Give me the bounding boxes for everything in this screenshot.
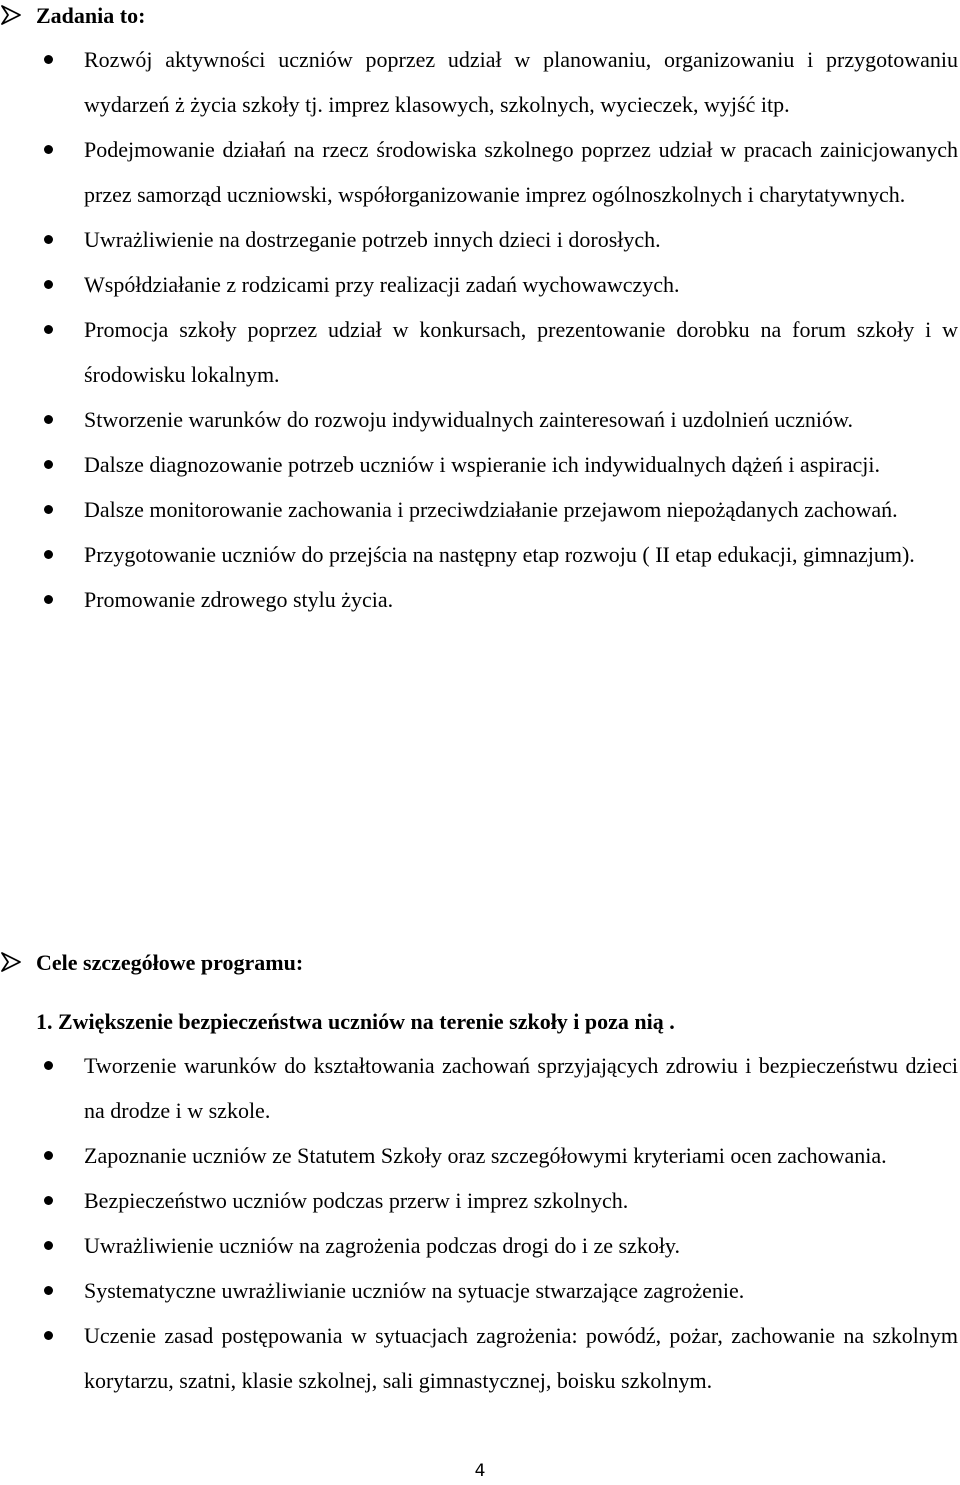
objective-subheading: 1. Zwiększenie bezpieczeństwa uczniów na terenie szkoły i poza nią . bbox=[36, 1009, 675, 1034]
round-bullet-icon bbox=[44, 595, 53, 604]
arrowhead-bullet-icon bbox=[0, 951, 36, 973]
list-item: Zapoznanie uczniów ze Statutem Szkoły oraz szczegółowymi kryteriami ocen zachowania. bbox=[0, 1133, 960, 1178]
list-item: Dalsze monitorowanie zachowania i przeciwdziałanie przejawom niepożądanych zachowań. bbox=[0, 487, 960, 532]
round-bullet-icon bbox=[44, 1196, 53, 1205]
round-bullet-icon bbox=[44, 55, 53, 64]
objectives-list bbox=[0, 1043, 960, 1403]
list-item: Stworzenie warunków do rozwoju indywidualnych zainteresowań i uzdolnień uczniów. bbox=[0, 397, 960, 442]
section-heading-tasks bbox=[0, 2, 145, 30]
list-item: Uwrażliwienie uczniów na zagrożenia podczas drogi do i ze szkoły. bbox=[0, 1223, 960, 1268]
list-item: Uwrażliwienie na dostrzeganie potrzeb innych dzieci i dorosłych. bbox=[0, 217, 960, 262]
list-item: Przygotowanie uczniów do przejścia na następny etap rozwoju ( II etap edukacji, gimnazjum). bbox=[0, 532, 960, 577]
round-bullet-icon bbox=[44, 235, 53, 244]
round-bullet-icon bbox=[44, 325, 53, 334]
list-item: Dalsze diagnozowanie potrzeb uczniów i wspieranie ich indywidualnych dążeń i aspiracji. bbox=[0, 442, 960, 487]
page-number: 4 bbox=[474, 1461, 486, 1481]
section-heading-objectives bbox=[0, 949, 303, 977]
round-bullet-icon bbox=[44, 1331, 53, 1340]
round-bullet-icon bbox=[44, 1286, 53, 1295]
round-bullet-icon bbox=[44, 1061, 53, 1070]
list-item: Tworzenie warunków do kształtowania zachowań sprzyjających zdrowiu i bezpieczeństwu dzieci na drodze i w szkole. bbox=[0, 1043, 960, 1133]
round-bullet-icon bbox=[44, 1151, 53, 1160]
round-bullet-icon bbox=[44, 505, 53, 514]
list-item: Promocja szkoły poprzez udział w konkursach, prezentowanie dorobku na forum szkoły i w środowisku lokalnym. bbox=[0, 307, 960, 397]
list-item: Podejmowanie działań na rzecz środowiska szkolnego poprzez udział w pracach zainicjowanych przez samorząd uczniowski, współorganizowanie imprez ogólnoszkolnych i charytatywnych. bbox=[0, 127, 960, 217]
round-bullet-icon bbox=[44, 415, 53, 424]
list-item: Promowanie zdrowego stylu życia. bbox=[0, 577, 960, 622]
section-heading-text: Zadania to: bbox=[36, 3, 146, 28]
list-item: Uczenie zasad postępowania w sytuacjach zagrożenia: powódź, pożar, zachowanie na szkolnym korytarzu, szatni, klasie szkolnej, sali gimnastycznej, boisku szkolnym. bbox=[0, 1313, 960, 1403]
list-item: Współdziałanie z rodzicami przy realizacji zadań wychowawczych. bbox=[0, 262, 960, 307]
round-bullet-icon bbox=[44, 460, 53, 469]
list-item: Bezpieczeństwo uczniów podczas przerw i imprez szkolnych. bbox=[0, 1178, 960, 1223]
arrowhead-bullet-icon bbox=[0, 4, 36, 26]
section-heading-text: Cele szczegółowe programu: bbox=[36, 950, 304, 975]
round-bullet-icon bbox=[44, 280, 53, 289]
round-bullet-icon bbox=[44, 145, 53, 154]
round-bullet-icon bbox=[44, 1241, 53, 1250]
list-item: Rozwój aktywności uczniów poprzez udział w planowaniu, organizowaniu i przygotowaniu wydarzeń ż życia szkoły tj. imprez klasowych, szkolnych, wycieczek, wyjść itp. bbox=[0, 37, 960, 127]
tasks-list bbox=[0, 37, 960, 622]
list-item: Systematyczne uwrażliwianie uczniów na sytuacje stwarzające zagrożenie. bbox=[0, 1268, 960, 1313]
round-bullet-icon bbox=[44, 550, 53, 559]
